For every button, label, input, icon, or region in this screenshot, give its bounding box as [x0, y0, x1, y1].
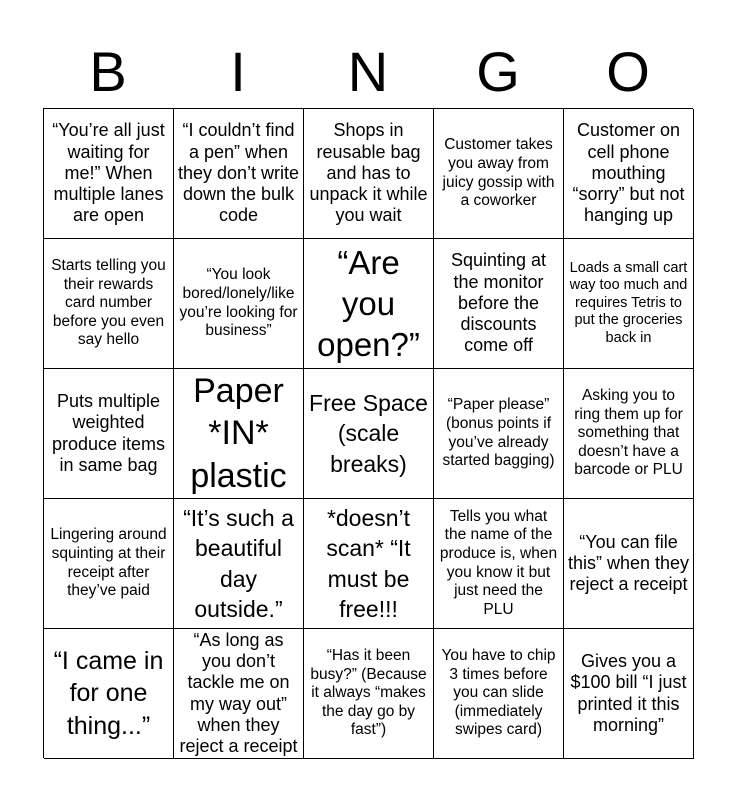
bingo-cell-b5[interactable]: “I came in for one thing...”: [44, 629, 174, 759]
header-letter-o: O: [606, 40, 650, 103]
bingo-cell-g5[interactable]: You have to chip 3 times before you can slide (immediately swipes card): [434, 629, 564, 759]
bingo-cell-b4[interactable]: Lingering around squinting at their receipt after they’ve paid: [44, 499, 174, 629]
bingo-cell-o5[interactable]: Gives you a $100 bill “I just printed it this morning”: [564, 629, 694, 759]
header-letter-b: B: [89, 40, 127, 103]
bingo-cell-i3[interactable]: Paper *IN* plastic: [174, 369, 304, 499]
header-letter-n: N: [347, 40, 389, 103]
bingo-cell-g3[interactable]: “Paper please” (bonus points if you’ve already started bagging): [434, 369, 564, 499]
bingo-cell-n5[interactable]: “Has it been busy?” (Because it always “makes the day go by fast”): [304, 629, 434, 759]
bingo-cell-o3[interactable]: Asking you to ring them up for something that doesn’t have a barcode or PLU: [564, 369, 694, 499]
bingo-cell-n1[interactable]: Shops in reusable bag and has to unpack it while you wait: [304, 109, 434, 239]
bingo-cell-g2[interactable]: Squinting at the monitor before the discounts come off: [434, 239, 564, 369]
bingo-cell-free-space[interactable]: Free Space (scale breaks): [304, 369, 434, 499]
bingo-cell-b3[interactable]: Puts multiple weighted produce items in same bag: [44, 369, 174, 499]
bingo-cell-g4[interactable]: Tells you what the name of the produce is, when you know it but just need the PLU: [434, 499, 564, 629]
bingo-cell-i4[interactable]: “It’s such a beautiful day outside.”: [174, 499, 304, 629]
header-letter-g: G: [476, 40, 520, 103]
bingo-cell-o1[interactable]: Customer on cell phone mouthing “sorry” but not hanging up: [564, 109, 694, 239]
bingo-cell-o4[interactable]: “You can file this” when they reject a receipt: [564, 499, 694, 629]
bingo-cell-i5[interactable]: “As long as you don’t tackle me on my way out” when they reject a receipt: [174, 629, 304, 759]
bingo-cell-i1[interactable]: “I couldn’t find a pen” when they don’t write down the bulk code: [174, 109, 304, 239]
bingo-cell-n2[interactable]: “Are you open?”: [304, 239, 434, 369]
bingo-board: [43, 108, 693, 758]
bingo-cell-b2[interactable]: Starts telling you their rewards card number before you even say hello: [44, 239, 174, 369]
bingo-cell-o2[interactable]: Loads a small cart way too much and requires Tetris to put the groceries back in: [564, 239, 694, 369]
header-letter-i: I: [230, 40, 246, 103]
bingo-cell-b1[interactable]: “You’re all just waiting for me!” When multiple lanes are open: [44, 109, 174, 239]
bingo-header: [43, 36, 693, 108]
bingo-cell-i2[interactable]: “You look bored/lonely/like you’re looking for business”: [174, 239, 304, 369]
bingo-cell-g1[interactable]: Customer takes you away from juicy gossip with a coworker: [434, 109, 564, 239]
bingo-cell-n4[interactable]: *doesn’t scan* “It must be free!!!: [304, 499, 434, 629]
